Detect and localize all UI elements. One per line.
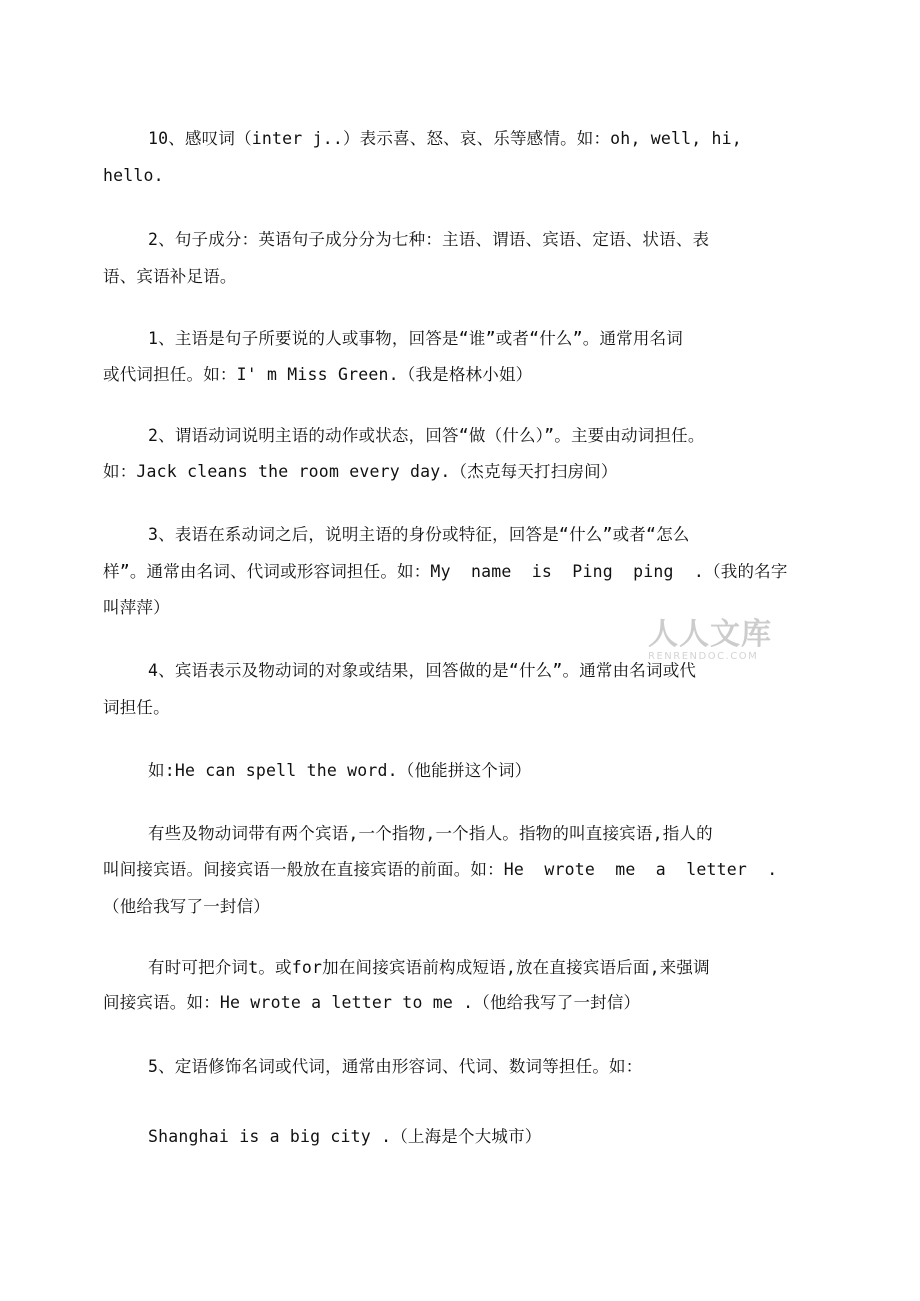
predicate-line-2: 如：Jack cleans the room every day.（杰克每天打扫房间） [103,462,618,481]
predicative-line-2: 样”。通常由名词、代词或形容词担任。如：My name is Ping ping .（我的名字 [103,562,788,581]
preposition-line-1: 有时可把介词t。或for加在间接宾语前构成短语,放在直接宾语后面,来强调 [148,958,710,977]
subject-line-2: 或代词担任。如：I' m Miss Green.（我是格林小姐） [103,365,533,384]
watermark-sub-text: RENRENDOC.COM [648,651,759,662]
subject-line-1: 1、主语是句子所要说的人或事物，回答是“谁”或者“什么”。通常用名词 [148,329,683,348]
paragraph-2-line-2: 语、宾语补足语。 [103,267,237,286]
paragraph-10-line-1: 10、感叹词（inter j..）表示喜、怒、哀、乐等感情。如：oh, well, hi, [148,129,742,148]
watermark-main-text: 人人文库 [648,617,772,652]
paragraph-2-line-1: 2、句子成分：英语句子成分分为七种：主语、谓语、宾语、定语、状语、表 [148,230,710,249]
object-line-2: 词担任。 [103,698,170,717]
double-object-line-3: （他给我写了一封信） [103,897,270,916]
attribute-example-line: Shanghai is a big city .（上海是个大城市） [148,1127,542,1146]
predicate-line-1: 2、谓语动词说明主语的动作或状态，回答“做（什么）”。主要由动词担任。 [148,426,705,445]
predicative-line-3: 叫萍萍） [103,598,170,617]
paragraph-10-line-2: hello. [103,166,164,185]
object-example-line: 如:He can spell the word.（他能拼这个词） [148,761,532,780]
object-line-1: 4、宾语表示及物动词的对象或结果，回答做的是“什么”。通常由名词或代 [148,661,697,680]
watermark-logo [640,618,780,666]
predicative-line-1: 3、表语在系动词之后，说明主语的身份或特征，回答是“什么”或者“怎么 [148,525,690,544]
attribute-line-1: 5、定语修饰名词或代词，通常由形容词、代词、数词等担任。如： [148,1057,643,1076]
preposition-line-2: 间接宾语。如：He wrote a letter to me .（他给我写了一封信） [103,993,641,1012]
double-object-line-1: 有些及物动词带有两个宾语,一个指物,一个指人。指物的叫直接宾语,指人的 [148,824,713,843]
double-object-line-2: 叫间接宾语。间接宾语一般放在直接宾语的前面。如：He wrote me a letter . [103,860,778,879]
